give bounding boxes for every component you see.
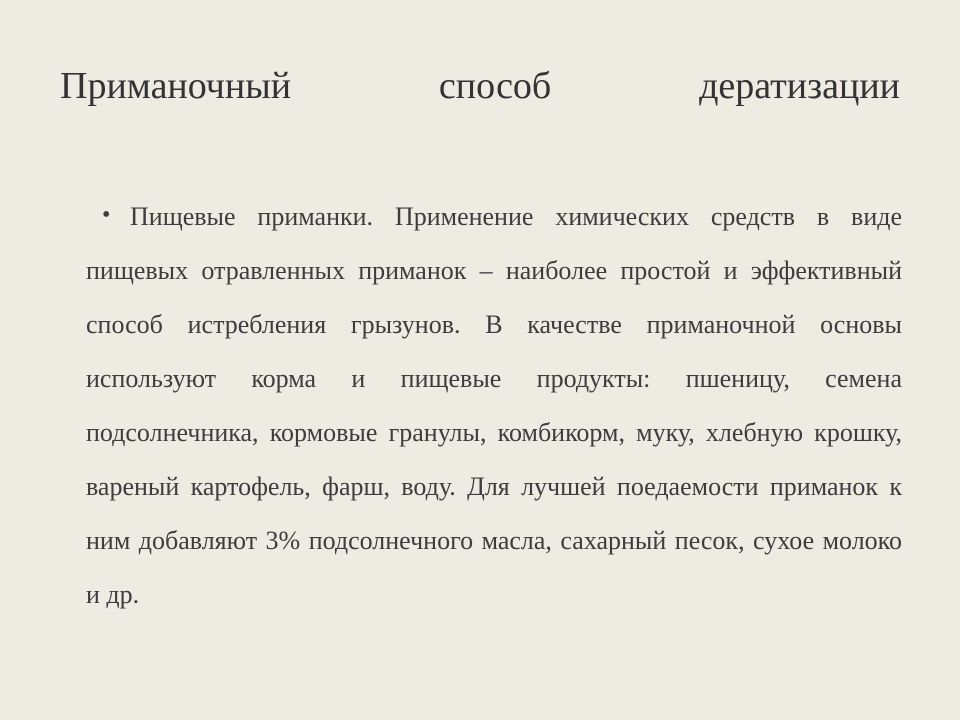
bullet-item bbox=[86, 190, 902, 622]
bullet-dot-icon: • bbox=[102, 202, 111, 228]
bullet-text: Пищевые приманки. Применение химических средств в виде пищевых отравленных приманок – наиболее простой и эффективный способ истребления грызунов. В качестве приманочной основы используют корма и пищевые продукты: пшеницу, семена подсолнечника, кормовые гранулы, комбикорм, муку, хлебную крошку, вареный картофель, фарш, воду. Для лучшей поедаемости приманок к ним добавляют 3% подсолнечного масла, сахарный песок, сухое молоко и др. bbox=[86, 202, 902, 609]
bullet-list bbox=[86, 190, 902, 622]
slide-title: Приманочный способ дератизации bbox=[60, 65, 900, 107]
